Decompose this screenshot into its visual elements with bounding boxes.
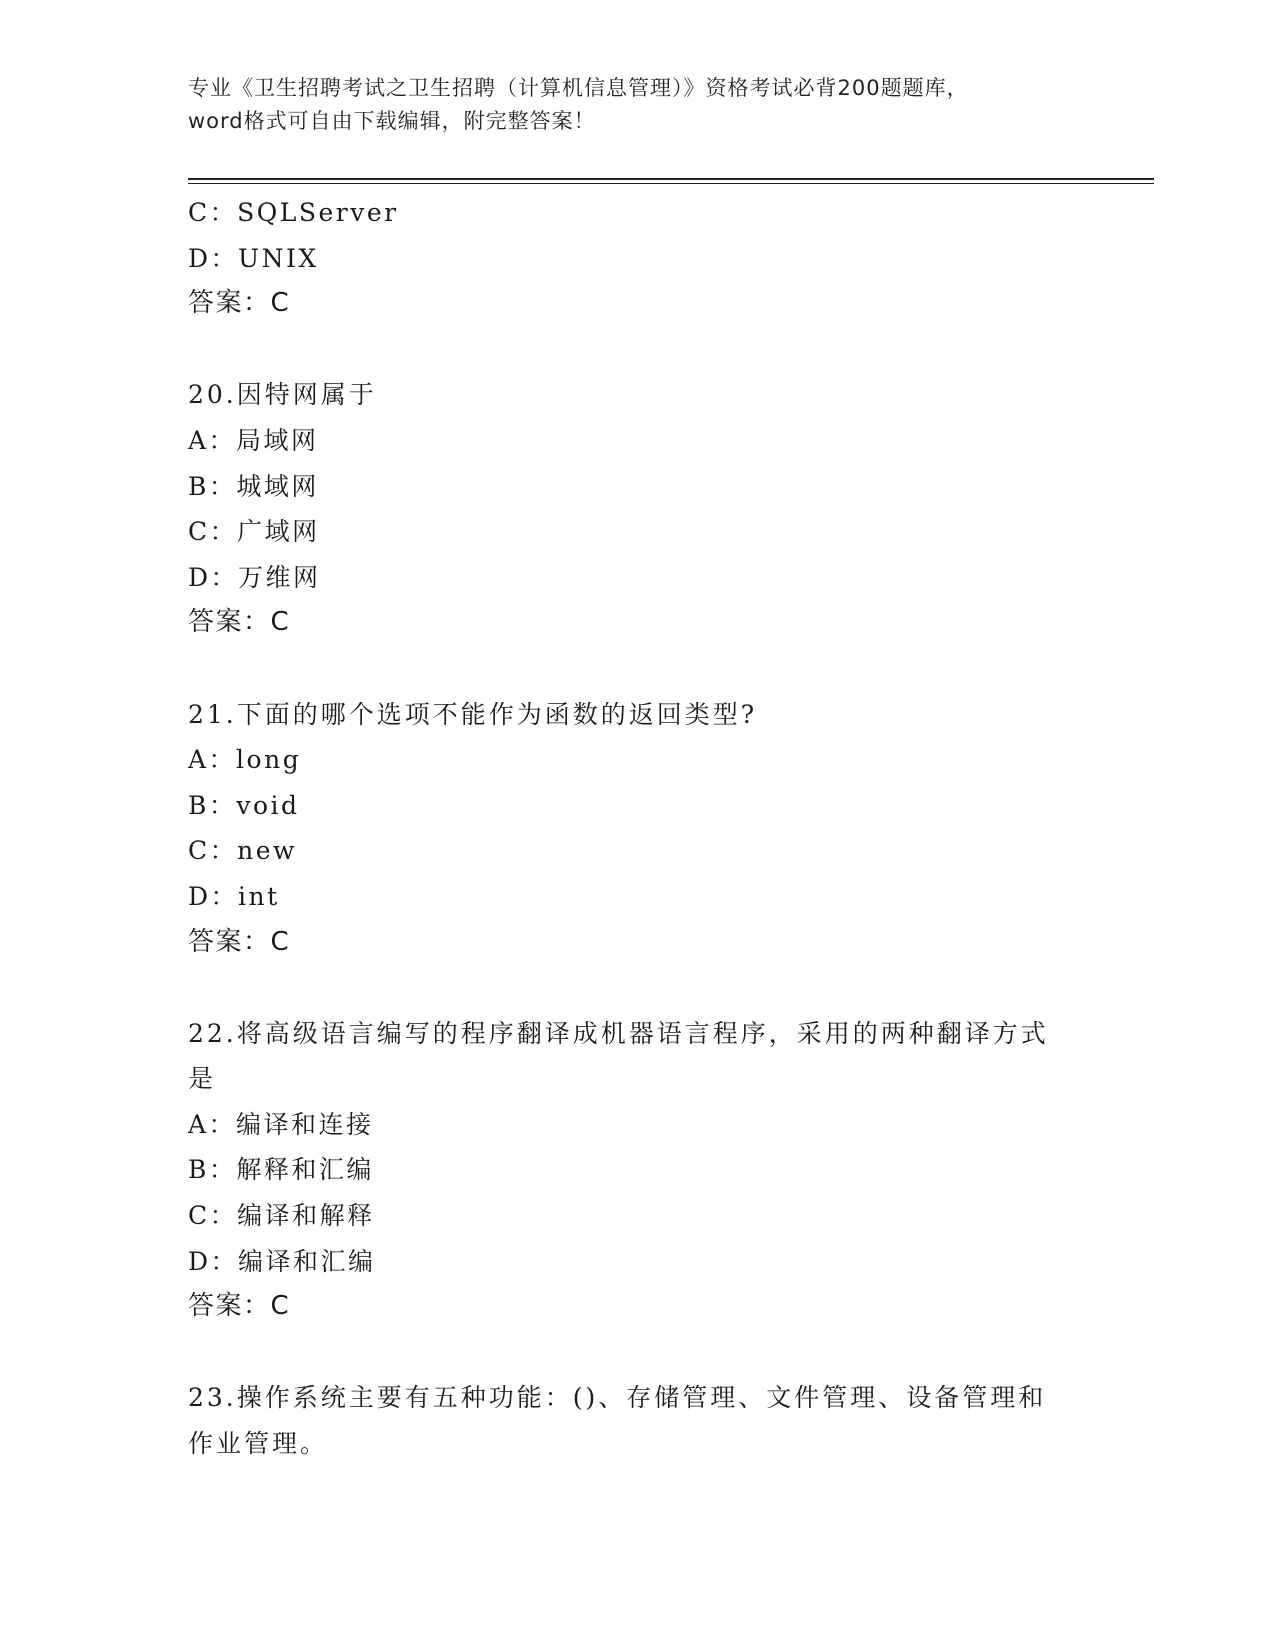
spacer — [188, 327, 1148, 373]
option-a: A：long — [188, 745, 302, 775]
option-c: C：new — [188, 836, 297, 866]
option-b: B：解释和汇编 — [188, 1155, 374, 1185]
option-b: B：void — [188, 790, 300, 820]
question-stem-continued: 是 — [188, 1064, 217, 1094]
divider-thin — [188, 183, 1154, 184]
question-19-continuation — [188, 190, 1148, 327]
option-a: A：编译和连接 — [188, 1109, 374, 1139]
question-stem: 23.操作系统主要有五种功能：()、存储管理、文件管理、设备管理和 — [188, 1383, 1047, 1413]
spacer — [188, 646, 1148, 692]
option-c: C：编译和解释 — [188, 1201, 375, 1231]
option-c: C：广域网 — [188, 517, 320, 547]
question-20 — [188, 372, 1148, 646]
answer-line: 答案：C — [188, 607, 291, 638]
header-line-2: word格式可自由下载编辑，附完整答案！ — [188, 109, 596, 133]
answer-line: 答案：C — [188, 1291, 291, 1322]
divider-thick — [188, 178, 1154, 180]
header-divider — [188, 178, 1154, 184]
question-stem: 22.将高级语言编写的程序翻译成机器语言程序，采用的两种翻译方式 — [188, 1018, 1049, 1048]
option-d: D：UNIX — [188, 243, 319, 273]
answer-line: 答案：C — [188, 926, 291, 957]
question-stem: 21.下面的哪个选项不能作为函数的返回类型? — [188, 699, 758, 729]
option-d: D：万维网 — [188, 562, 321, 592]
spacer — [188, 1330, 1148, 1376]
question-list — [188, 190, 1148, 1467]
option-d: D：int — [188, 881, 280, 911]
question-stem-continued: 作业管理。 — [188, 1429, 329, 1459]
answer-line: 答案：C — [188, 288, 291, 319]
option-d: D：编译和汇编 — [188, 1246, 376, 1276]
header-line-1: 专业《卫生招聘考试之卫生招聘（计算机信息管理）》资格考试必背200题题库， — [188, 76, 969, 100]
option-c: C：SQLServer — [188, 198, 399, 227]
document-header — [188, 72, 1088, 138]
spacer — [188, 965, 1148, 1011]
question-23 — [188, 1375, 1148, 1466]
option-a: A：局域网 — [188, 425, 319, 455]
question-22 — [188, 1011, 1148, 1330]
question-21 — [188, 692, 1148, 966]
option-b: B：城域网 — [188, 471, 319, 501]
question-stem: 20.因特网属于 — [188, 380, 377, 410]
